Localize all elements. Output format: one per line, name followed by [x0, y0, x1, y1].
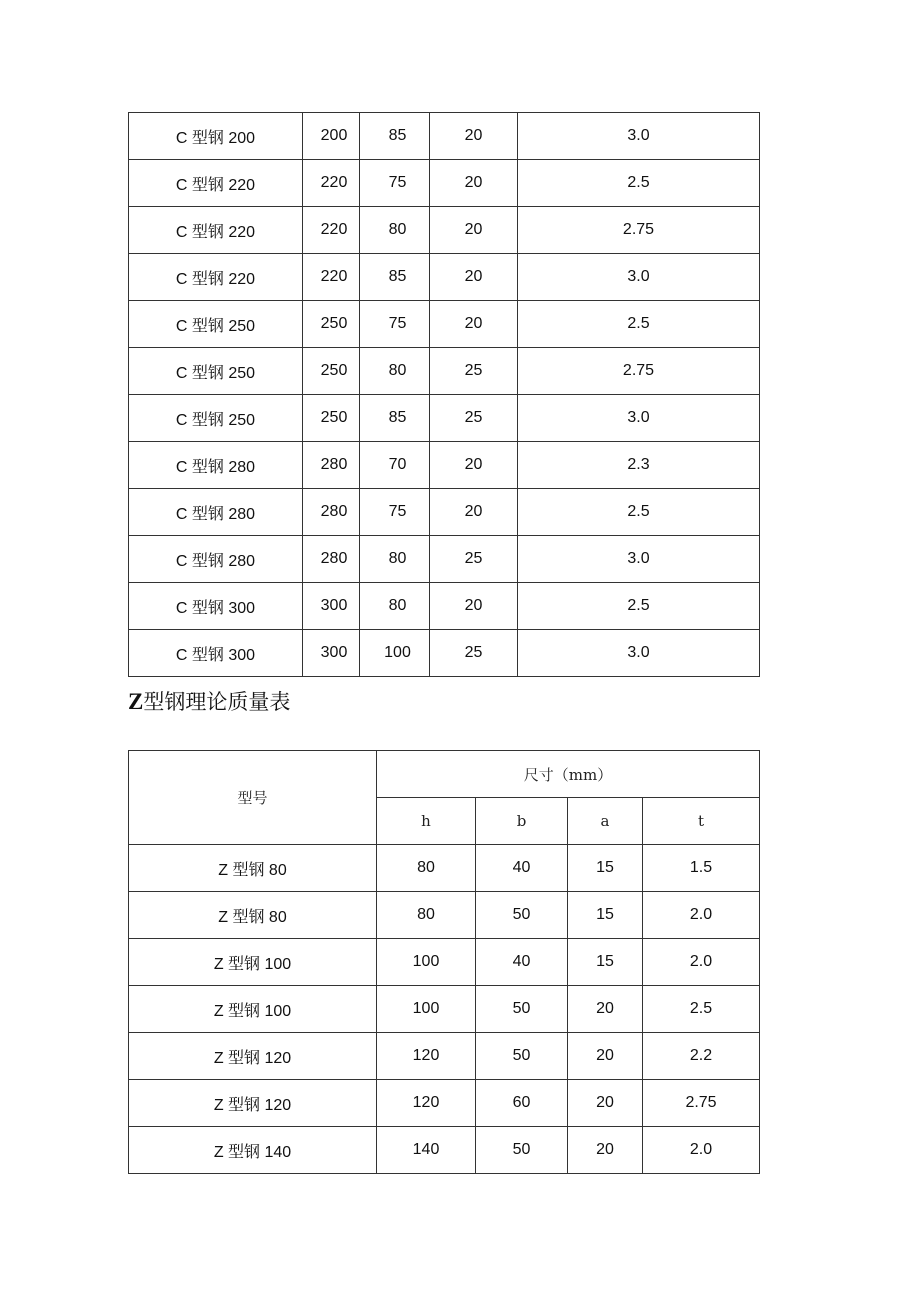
model-cell: Z 型钢 80	[129, 892, 377, 939]
t-cell: 2.75	[518, 348, 760, 395]
c-steel-table	[128, 112, 760, 677]
table-row	[129, 845, 760, 892]
a-cell: 20	[430, 113, 518, 160]
t-cell: 2.3	[518, 442, 760, 489]
a-cell: 20	[568, 1080, 643, 1127]
t-cell: 3.0	[518, 254, 760, 301]
a-cell: 25	[430, 630, 518, 677]
t-cell: 2.5	[518, 489, 760, 536]
b-cell: 75	[360, 489, 430, 536]
b-cell: 85	[360, 395, 430, 442]
t-cell: 2.2	[643, 1033, 760, 1080]
model-cell: Z 型钢 100	[129, 986, 377, 1033]
a-cell: 20	[430, 489, 518, 536]
b-cell: 50	[476, 1033, 568, 1080]
model-cell: C 型钢 280	[129, 489, 303, 536]
h-cell: 280	[303, 536, 360, 583]
model-cell: C 型钢 280	[129, 536, 303, 583]
subheader-t: t	[643, 798, 760, 845]
model-cell: C 型钢 220	[129, 160, 303, 207]
t-cell: 3.0	[518, 536, 760, 583]
b-cell: 40	[476, 939, 568, 986]
t-cell: 2.0	[643, 939, 760, 986]
model-cell: C 型钢 250	[129, 348, 303, 395]
b-cell: 80	[360, 348, 430, 395]
t-cell: 2.5	[518, 160, 760, 207]
table-row	[129, 160, 760, 207]
table-row	[129, 1127, 760, 1174]
table-row	[129, 442, 760, 489]
a-cell: 25	[430, 395, 518, 442]
h-cell: 120	[377, 1080, 476, 1127]
t-cell: 3.0	[518, 395, 760, 442]
t-cell: 2.0	[643, 1127, 760, 1174]
a-cell: 15	[568, 892, 643, 939]
t-cell: 2.0	[643, 892, 760, 939]
b-cell: 75	[360, 301, 430, 348]
h-cell: 80	[377, 892, 476, 939]
h-cell: 100	[377, 939, 476, 986]
b-cell: 100	[360, 630, 430, 677]
model-cell: Z 型钢 120	[129, 1033, 377, 1080]
h-cell: 220	[303, 254, 360, 301]
header-model: 型号	[129, 751, 377, 845]
model-cell: C 型钢 300	[129, 630, 303, 677]
table-row	[129, 254, 760, 301]
table-row	[129, 939, 760, 986]
b-cell: 75	[360, 160, 430, 207]
h-cell: 140	[377, 1127, 476, 1174]
b-cell: 60	[476, 1080, 568, 1127]
a-cell: 20	[430, 301, 518, 348]
a-cell: 20	[430, 160, 518, 207]
z-steel-title-text: 型钢理论质量表	[143, 690, 291, 714]
t-cell: 2.5	[518, 301, 760, 348]
a-cell: 20	[568, 1033, 643, 1080]
table-row	[129, 1033, 760, 1080]
t-cell: 2.5	[518, 583, 760, 630]
subheader-a: a	[568, 798, 643, 845]
a-cell: 25	[430, 536, 518, 583]
t-cell: 1.5	[643, 845, 760, 892]
table-row	[129, 536, 760, 583]
table-row	[129, 489, 760, 536]
table-row	[129, 986, 760, 1033]
subheader-b: b	[476, 798, 568, 845]
a-cell: 20	[568, 986, 643, 1033]
table-row	[129, 583, 760, 630]
h-cell: 300	[303, 583, 360, 630]
h-cell: 300	[303, 630, 360, 677]
table-row	[129, 207, 760, 254]
b-cell: 85	[360, 254, 430, 301]
h-cell: 250	[303, 301, 360, 348]
t-cell: 2.5	[643, 986, 760, 1033]
model-cell: Z 型钢 80	[129, 845, 377, 892]
model-cell: Z 型钢 120	[129, 1080, 377, 1127]
table-row	[129, 630, 760, 677]
z-steel-title-lead: Z	[128, 689, 144, 714]
t-cell: 3.0	[518, 113, 760, 160]
a-cell: 15	[568, 845, 643, 892]
b-cell: 80	[360, 207, 430, 254]
a-cell: 20	[430, 442, 518, 489]
model-cell: C 型钢 220	[129, 207, 303, 254]
h-cell: 200	[303, 113, 360, 160]
t-cell: 3.0	[518, 630, 760, 677]
h-cell: 220	[303, 207, 360, 254]
h-cell: 100	[377, 986, 476, 1033]
subheader-h: h	[377, 798, 476, 845]
b-cell: 85	[360, 113, 430, 160]
z-steel-table	[128, 750, 760, 1174]
a-cell: 25	[430, 348, 518, 395]
b-cell: 80	[360, 583, 430, 630]
model-cell: Z 型钢 140	[129, 1127, 377, 1174]
table-row	[129, 395, 760, 442]
z-steel-section-title	[128, 686, 290, 716]
b-cell: 50	[476, 892, 568, 939]
a-cell: 20	[568, 1127, 643, 1174]
h-cell: 220	[303, 160, 360, 207]
model-cell: C 型钢 280	[129, 442, 303, 489]
h-cell: 280	[303, 442, 360, 489]
t-cell: 2.75	[643, 1080, 760, 1127]
model-cell: C 型钢 250	[129, 301, 303, 348]
t-cell: 2.75	[518, 207, 760, 254]
c-steel-table-body	[129, 113, 760, 677]
model-cell: C 型钢 220	[129, 254, 303, 301]
a-cell: 20	[430, 207, 518, 254]
model-cell: Z 型钢 100	[129, 939, 377, 986]
h-cell: 280	[303, 489, 360, 536]
model-cell: C 型钢 250	[129, 395, 303, 442]
table-row	[129, 348, 760, 395]
table-row	[129, 113, 760, 160]
header-size: 尺寸（mm）	[377, 751, 760, 798]
a-cell: 20	[430, 254, 518, 301]
model-cell: C 型钢 300	[129, 583, 303, 630]
h-cell: 120	[377, 1033, 476, 1080]
table-row	[129, 1080, 760, 1127]
b-cell: 40	[476, 845, 568, 892]
h-cell: 80	[377, 845, 476, 892]
z-steel-table-body	[129, 845, 760, 1174]
table-row	[129, 301, 760, 348]
model-cell: C 型钢 200	[129, 113, 303, 160]
b-cell: 50	[476, 986, 568, 1033]
h-cell: 250	[303, 348, 360, 395]
h-cell: 250	[303, 395, 360, 442]
b-cell: 50	[476, 1127, 568, 1174]
table-row	[129, 892, 760, 939]
z-table-header-row	[129, 751, 760, 798]
a-cell: 20	[430, 583, 518, 630]
b-cell: 80	[360, 536, 430, 583]
b-cell: 70	[360, 442, 430, 489]
a-cell: 15	[568, 939, 643, 986]
